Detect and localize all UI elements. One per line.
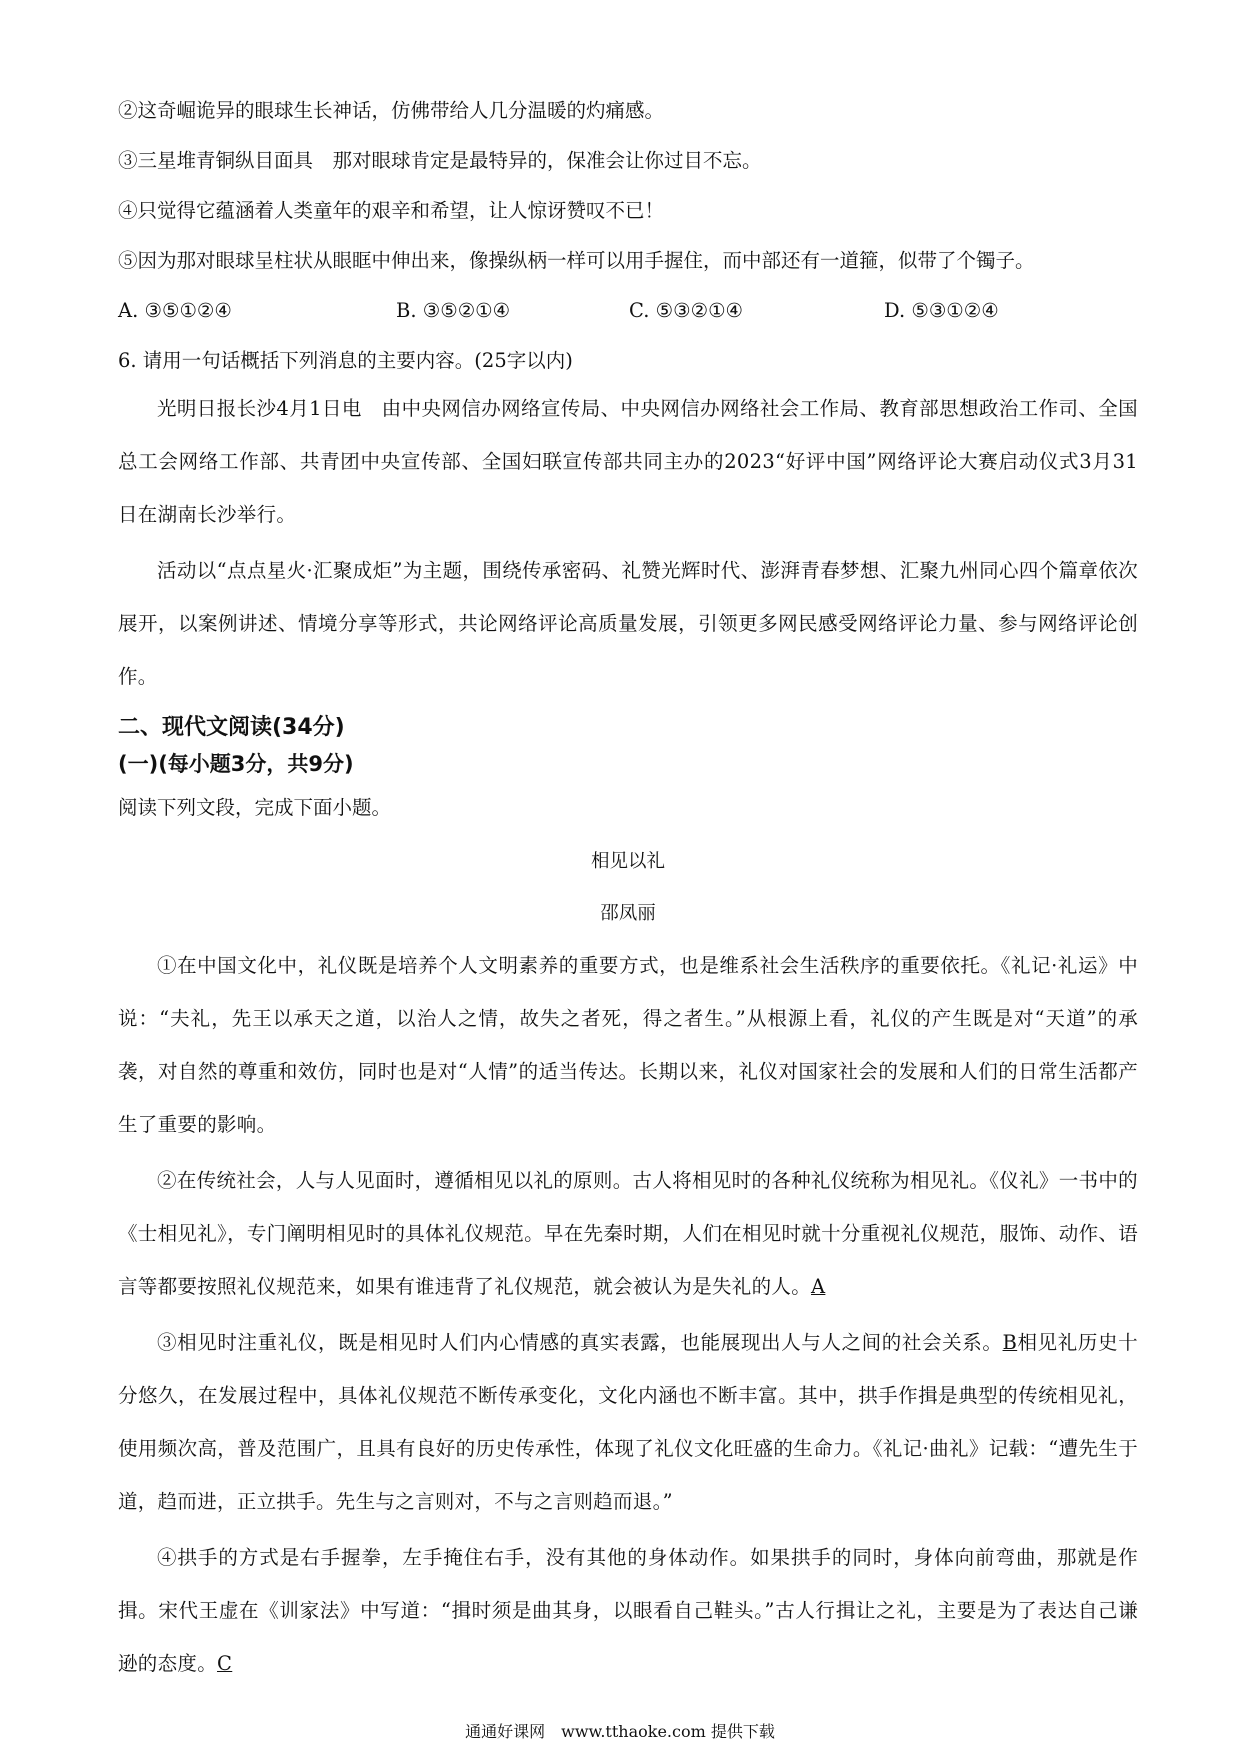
option-d: D. ⑤③①②④ [884, 299, 999, 322]
document-page [118, 96, 1138, 1693]
section-heading: 二、现代文阅读(34分) [118, 715, 345, 740]
paragraph-4-text: ④拱手的方式是右手握拳，左手掩住右手，没有其他的身体动作。如果拱手的同时，身体向前弯曲，那就是作揖。宋代王虚在《训家法》中写道：“揖时须是曲其身，以眼看自己鞋头。”古人行揖让之礼，主要是为了表达自己谦逊的态度。 [118, 1546, 1138, 1675]
article-paragraph-4 [118, 1531, 1138, 1690]
article-paragraph-3 [118, 1316, 1138, 1528]
answer-options [118, 296, 1138, 326]
sentence-2: ②这奇崛诡异的眼球生长神话，仿佛带给人几分温暖的灼痛感。 [118, 99, 665, 122]
marker-b: B [1002, 1331, 1018, 1354]
paragraph-2-text: ②在传统社会，人与人见面时，遵循相见以礼的原则。古人将相见时的各种礼仪统称为相见礼。《仪礼》一书中的《士相见礼》，专门阐明相见时的具体礼仪规范。早在先秦时期，人们在相见时就十分重视礼仪规范，服饰、动作、语言等都要按照礼仪规范来，如果有谁违背了礼仪规范，就会被认为是失礼的人。 [118, 1169, 1138, 1298]
page-footer: 通通好课网 www.tthaoke.com 提供下载 [465, 1722, 775, 1741]
marker-c: C [217, 1652, 233, 1675]
article-author: 邵凤丽 [600, 903, 656, 924]
option-a: A. ③⑤①②④ [118, 299, 232, 322]
article-paragraph-1: ①在中国文化中，礼仪既是培养个人文明素养的重要方式，也是维系社会生活秩序的重要依托。《礼记·礼运》中说：“夫礼，先王以承天之道，以治人之情，故失之者死，得之者生。”从根源上看，礼仪的产生既是对“天道”的承袭，对自然的尊重和效仿，同时也是对“人情”的适当传达。长期以来，礼仪对国家社会的发展和人们的日常生活都产生了重要的影响。 [118, 954, 1138, 1136]
article-paragraph-2 [118, 1154, 1138, 1313]
reading-instruction: 阅读下列文段，完成下面小题。 [118, 796, 392, 819]
sentence-3: ③三星堆青铜纵目面具 那对眼球肯定是最特异的，保准会让你过目不忘。 [118, 149, 762, 172]
article-title: 相见以礼 [590, 851, 665, 872]
sentence-5: ⑤因为那对眼球呈柱状从眼眶中伸出来，像操纵柄一样可以用手握住，而中部还有一道箍，似带了个镯子。 [118, 249, 1035, 272]
paragraph-3-text-a: ③相见时注重礼仪，既是相见时人们内心情感的真实表露，也能展现出人与人之间的社会关系。 [157, 1331, 1003, 1354]
question-6-stem: 6. 请用一句话概括下列消息的主要内容。(25字以内) [118, 349, 573, 372]
news-paragraph-2: 活动以“点点星火·汇聚成炬”为主题，围绕传承密码、礼赞光辉时代、澎湃青春梦想、汇聚九州同心四个篇章依次展开，以案例讲述、情境分享等形式，共论网络评论高质量发展，引领更多网民感受网络评论力量、参与网络评论创作。 [118, 559, 1138, 688]
option-c: C. ⑤③②①④ [629, 299, 744, 322]
subsection-heading: (一)(每小题3分，共9分) [118, 752, 354, 776]
news-paragraph-1: 光明日报长沙4月1日电 由中央网信办网络宣传局、中央网信办网络社会工作局、教育部思想政治工作司、全国总工会网络工作部、共青团中央宣传部、全国妇联宣传部共同主办的2023“好评中国”网络评论大赛启动仪式3月31日在湖南长沙举行。 [118, 397, 1138, 526]
sentence-4: ④只觉得它蕴涵着人类童年的艰辛和希望，让人惊讶赞叹不已！ [118, 199, 665, 222]
option-b: B. ③⑤②①④ [396, 299, 511, 322]
paragraph-3-text-b: 相见礼历史十分悠久，在发展过程中，具体礼仪规范不断传承变化，文化内涵也不断丰富。其中，拱手作揖是典型的传统相见礼，使用频次高，普及范围广，且具有良好的历史传承性，体现了礼仪文化旺盛的生命力。《礼记·曲礼》记载：“遭先生于道，趋而进，正立拱手。先生与之言则对，不与之言则趋而退。” [118, 1331, 1138, 1513]
marker-a: A [811, 1275, 826, 1298]
